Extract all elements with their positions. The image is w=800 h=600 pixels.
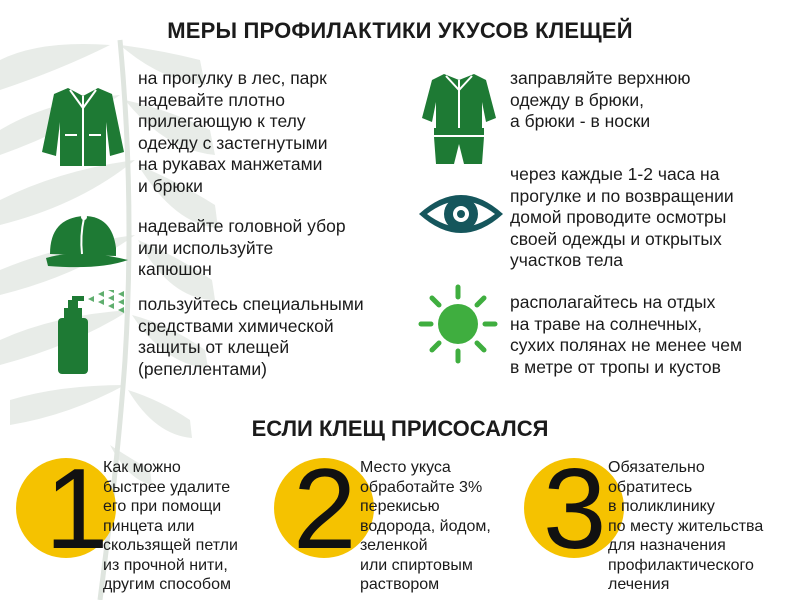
step-2-text: Место укуса обработайте 3% перекисью водорода, йодом, зеленкой или спиртовым раствором [360,459,491,593]
cap-icon [40,208,132,274]
step-1-number: 1 [45,446,109,573]
sun-icon [418,284,498,364]
tip-repellent-text: пользуйтесь специальными средствами химической защиты от клещей (репеллентами) [138,294,364,379]
spray-can-icon [50,290,132,376]
tip-rest-place-text: располагайтесь на отдых на траве на солнечных, сухих полянах не менее чем в метре от тропы и кустов [510,292,743,377]
eye-icon [416,186,506,242]
tip-tight-clothing-text: на прогулку в лес, парк надевайте плотно прилегающую к телу одежду с застегнутыми на рукавах манжетами и брюки [138,68,328,196]
tip-inspection-text: через каждые 1-2 часа на прогулке и по возвращении домой проводите осмотры своей одежды и открытых участков тела [510,164,734,270]
jacket-icon [38,82,128,170]
step-3-number: 3 [543,446,607,573]
step-2-number: 2 [293,446,357,573]
step-3-text: Обязательно обратитесь в поликлинику по месту жительства для назначения профилактического лечения [608,459,764,593]
tip-headwear-text: надевайте головной убор или используйте капюшон [138,216,346,279]
page-title: МЕРЫ ПРОФИЛАКТИКИ УКУСОВ КЛЕЩЕЙ [167,18,633,43]
tip-tuck-clothes-text: заправляйте верхнюю одежду в брюки, а брюки - в носки [510,68,691,131]
step-1-text: Как можно быстрее удалите его при помощи пинцета или скользящей петли из прочной нити, другим способом [103,459,238,593]
section-title-if-tick-attached: ЕСЛИ КЛЕЩ ПРИСОСАЛСЯ [251,416,549,441]
tucked-clothing-icon [418,68,500,166]
